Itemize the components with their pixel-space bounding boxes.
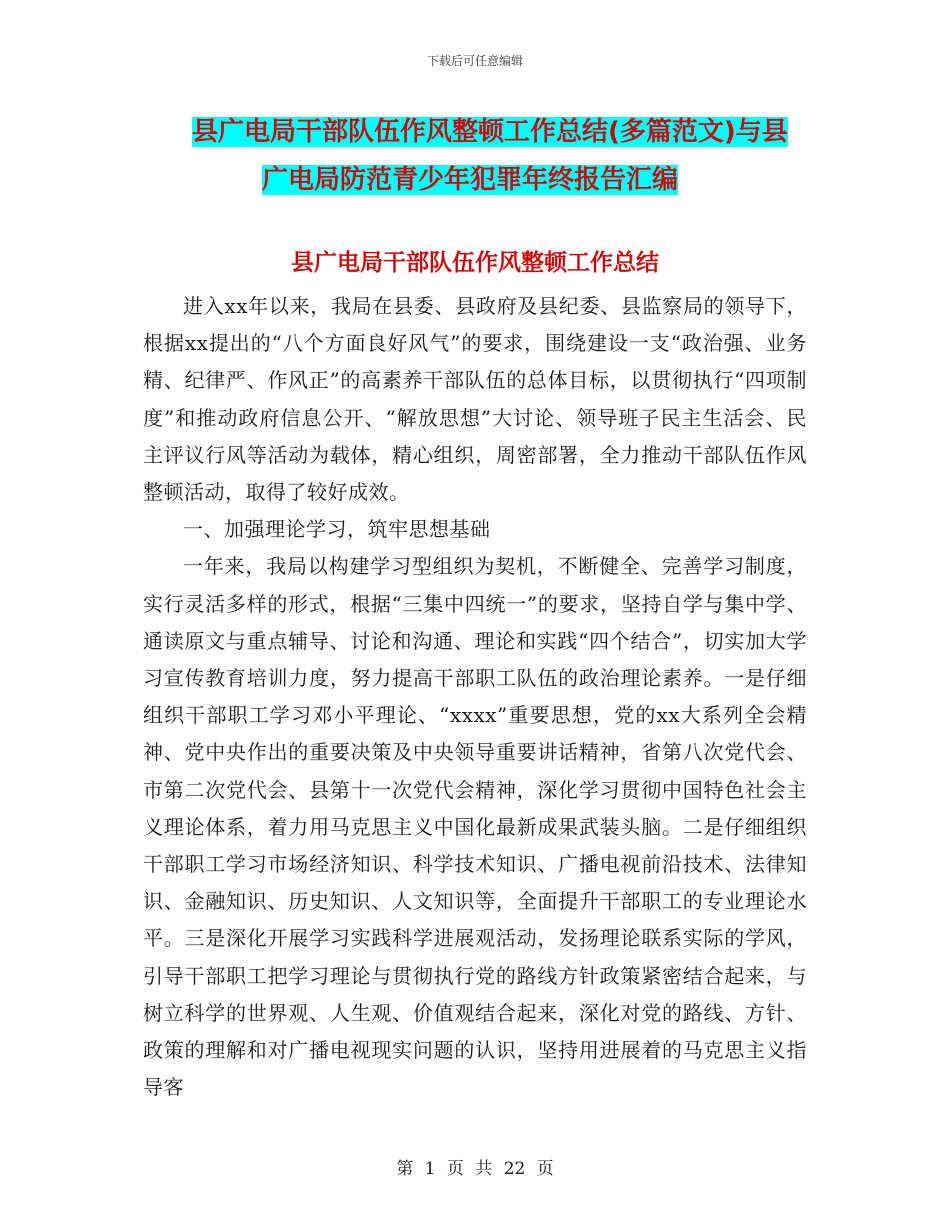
header-note: 下载后可任意编辑: [426, 54, 523, 68]
title-line-2: [140, 156, 820, 204]
section-title: 县广电局干部队伍作风整顿工作总结: [291, 250, 659, 276]
page-number: 第 1 页 共 22 页: [396, 1159, 554, 1179]
document-title: [140, 108, 820, 204]
title-line-1: [140, 108, 820, 156]
title-line-1-text: 县广电局干部队伍作风整顿工作总结(多篇范文)与县: [192, 117, 788, 147]
paragraph-heading-1: 一、加强理论学习，筑牢思想基础: [183, 517, 491, 542]
paragraph-study: 一年来，我局以构建学习型组织为契机，不断健全、完善学习制度，实行灵活多样的形式，根据“三集中四统一”的要求，坚持自学与集中学、通读原文与重点辅导、讨论和沟通、理论和实践“四个结合”，切实加大学习宣传教育培训力度，努力提高干部职工队伍的政治理论素养。一是仔细组织干部职工学习邓小平理论、“xxxx”重要思想，党的xx大系列全会精神、党中央作出的重要决策及中央领导重要讲话精神，省第八次党代会、市第二次党代会、县第十一次党代会精神，深化学习贯彻中国特色社会主义理论体系，着力用马克思主义中国化最新成果武装头脑。二是仔细组织干部职工学习市场经济知识、科学技术知识、广播电视前沿技术、法律知识、金融知识、历史知识、人文知识等，全面提升干部职工的专业理论水平。三是深化开展学习实践科学进展观活动，发扬理论联系实际的学风，引导干部职工把学习理论与贯彻执行党的路线方针政策紧密结合起来，与树立科学的世界观、人生观、价值观结合起来，深化对党的路线、方针、政策的理解和对广播电视现实问题的认识，坚持用进展着的马克思主义指导客: [143, 554, 807, 1100]
title-line-2-text: 广电局防范青少年犯罪年终报告汇编: [262, 165, 679, 195]
document-body: [143, 288, 807, 1106]
paragraph-intro: 进入xx年以来，我局在县委、县政府及县纪委、县监察局的领导下，根据xx提出的“八个方面良好风气”的要求，围绕建设一支“政治强、业务精、纪律严、作风正”的高素养干部队伍的总体目标，以贯彻执行“四项制度”和推动政府信息公开、“解放思想”大讨论、领导班子民主生活会、民主评议行风等活动为载体，精心组织，周密部署，全力推动干部队伍作风整顿活动，取得了较好成效。: [143, 294, 807, 505]
